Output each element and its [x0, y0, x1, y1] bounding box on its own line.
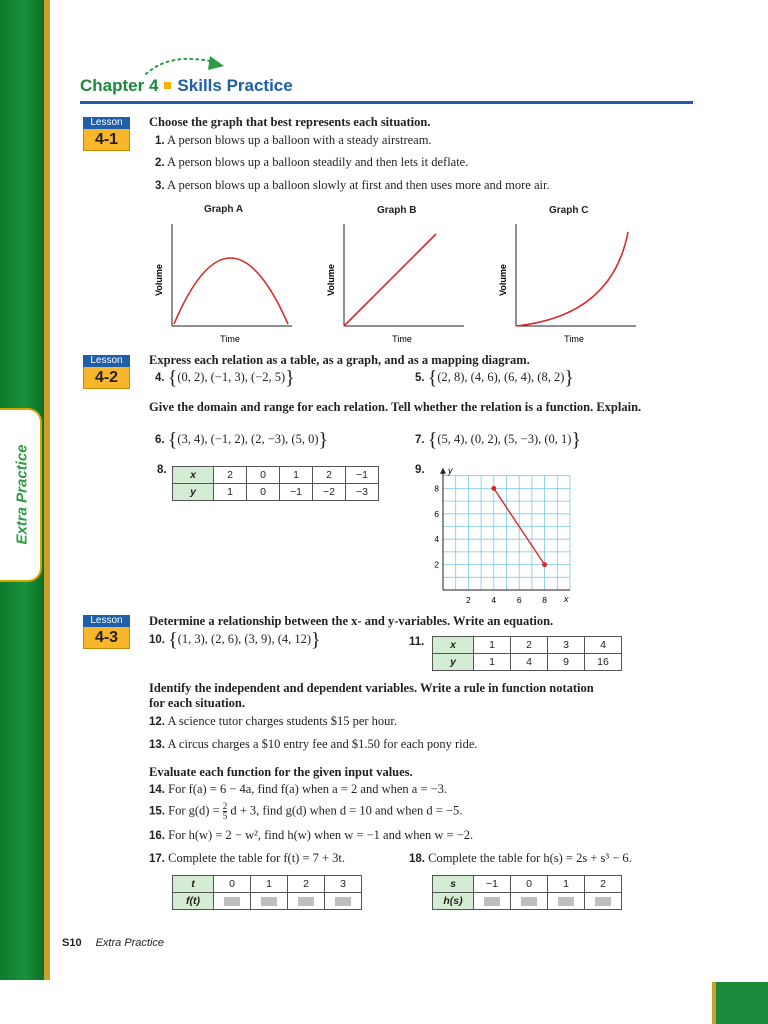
answer-blank	[261, 897, 277, 906]
footer-section: Extra Practice	[95, 937, 165, 949]
question-text: A person blows up a balloon slowly at first and then uses more and more air.	[167, 178, 550, 192]
grid	[443, 476, 570, 590]
table-row	[173, 484, 379, 501]
question-number: 7.	[415, 434, 425, 446]
question-13	[149, 737, 478, 752]
arrow-decoration-icon	[140, 52, 230, 78]
question-number: 9.	[415, 464, 425, 476]
table-cell: 16	[585, 654, 622, 671]
table-cell: 2	[214, 467, 247, 484]
table-q17	[172, 875, 362, 910]
lesson-label: Lesson	[83, 117, 130, 129]
table-cell: 1	[548, 876, 585, 893]
question-4: 4. {(0, 2), (−1, 3), (−2, 5)}	[155, 367, 295, 389]
graph-c-ylabel: Volume	[498, 264, 508, 296]
y-axis-arrow-icon	[440, 468, 446, 474]
table-q8	[172, 466, 379, 501]
graph-a	[150, 218, 300, 348]
question-number: 18.	[409, 853, 425, 865]
x-axis-label: x	[564, 594, 569, 604]
answer-cell[interactable]	[585, 893, 622, 910]
question-set: (2, 8), (4, 6), (6, 4), (8, 2)	[437, 370, 565, 384]
answer-cell[interactable]	[288, 893, 325, 910]
x-tick-label: 4	[491, 595, 497, 605]
question-16	[149, 828, 473, 843]
answer-blank	[484, 897, 500, 906]
question-set: (1, 3), (2, 6), (3, 9), (4, 12)	[177, 632, 312, 646]
question-text: Complete the table for h(s) = 2s + s³ − 6.	[428, 851, 632, 865]
question-text: A person blows up a balloon steadily and then lets it deflate.	[167, 155, 469, 169]
table-cell: −3	[346, 484, 379, 501]
question-number: 5.	[415, 372, 425, 384]
answer-cell[interactable]	[474, 893, 511, 910]
lesson-badge-4-3	[83, 615, 130, 649]
graph-c-title: Graph C	[549, 205, 589, 216]
graph-c-xlabel: Time	[564, 334, 584, 344]
table-row	[173, 893, 362, 910]
question-text: Complete the table for f(t) = 7 + 3t.	[168, 851, 346, 865]
question-text: A science tutor charges students $15 per hour.	[167, 714, 398, 728]
graph-b-title: Graph B	[377, 205, 417, 216]
table-header: y	[433, 654, 474, 671]
question-18	[409, 851, 632, 866]
answer-cell[interactable]	[214, 893, 251, 910]
question-number: 13.	[149, 739, 165, 751]
table-cell: 1	[474, 637, 511, 654]
lesson-label: Lesson	[83, 355, 130, 367]
table-cell: 1	[251, 876, 288, 893]
table-cell: 3	[548, 637, 585, 654]
x-tick-label: 6	[516, 595, 522, 605]
data-point	[542, 562, 547, 567]
question-text: A circus charges a $10 entry fee and $1.50 for each pony ride.	[167, 737, 478, 751]
answer-blank	[298, 897, 314, 906]
question-text: For f(a) = 6 − 4a, find f(a) when a = 2 and when a = −3.	[168, 782, 448, 796]
table-header: f(t)	[173, 893, 214, 910]
question-number: 14.	[149, 784, 165, 796]
table-cell: −1	[280, 484, 313, 501]
question-number: 17.	[149, 853, 165, 865]
answer-cell[interactable]	[548, 893, 585, 910]
question-number: 8.	[157, 464, 167, 476]
instruction-4-3-c: Evaluate each function for the given input values.	[149, 765, 413, 779]
question-text: d + 3, find g(d) when d = 10 and when d = −5.	[230, 803, 463, 818]
answer-blank	[521, 897, 537, 906]
table-cell: 2	[313, 467, 346, 484]
graph-a-ylabel: Volume	[154, 264, 164, 296]
question-10: 10. {(1, 3), (2, 6), (3, 9), (4, 12)}	[149, 629, 321, 651]
table-q18	[432, 875, 622, 910]
axes	[440, 466, 570, 604]
lesson-badge-4-2	[83, 355, 130, 389]
lesson-label: Lesson	[83, 615, 130, 627]
y-tick-label: 8	[434, 483, 439, 494]
question-9-number	[415, 462, 425, 477]
question-number: 16.	[149, 830, 165, 842]
table-cell: 1	[280, 467, 313, 484]
answer-blank	[224, 897, 240, 906]
question-set: (3, 4), (−1, 2), (2, −3), (5, 0)	[177, 432, 319, 446]
lesson-number: 4-1	[83, 129, 130, 151]
data-point	[491, 486, 496, 491]
table-header: y	[173, 484, 214, 501]
question-set: (0, 2), (−1, 3), (−2, 5)	[177, 370, 286, 384]
table-header: t	[173, 876, 214, 893]
page-title: Skills Practice	[177, 76, 293, 95]
table-row	[433, 876, 622, 893]
graph-b-line	[344, 234, 436, 326]
answer-cell[interactable]	[511, 893, 548, 910]
side-tab-label: Extra Practice	[13, 444, 31, 545]
table-header: x	[173, 467, 214, 484]
bottom-strip	[0, 980, 768, 1024]
question-5: 5. {(2, 8), (4, 6), (6, 4), (8, 2)}	[415, 367, 574, 389]
table-header: h(s)	[433, 893, 474, 910]
table-cell: 9	[548, 654, 585, 671]
y-tick-label: 6	[434, 508, 439, 519]
lesson-number: 4-3	[83, 627, 130, 649]
corner-block	[716, 982, 768, 1024]
table-cell: −2	[313, 484, 346, 501]
y-tick-label: 4	[434, 534, 439, 545]
question-12	[149, 714, 397, 729]
left-bar-edge	[44, 0, 50, 980]
table-row	[173, 467, 379, 484]
question-14	[149, 782, 447, 797]
question-number: 6.	[155, 434, 165, 446]
answer-cell[interactable]	[251, 893, 288, 910]
question-3	[155, 178, 550, 193]
question-17	[149, 851, 345, 866]
fraction	[223, 802, 228, 821]
square-bullet-icon	[164, 82, 171, 89]
answer-cell[interactable]	[325, 893, 362, 910]
table-header: s	[433, 876, 474, 893]
lesson-badge-4-1	[83, 117, 130, 151]
question-text: A person blows up a balloon with a steady airstream.	[167, 133, 432, 147]
answer-blank	[335, 897, 351, 906]
graph-a-title: Graph A	[204, 204, 244, 215]
table-header: x	[433, 637, 474, 654]
question-number: 12.	[149, 716, 165, 728]
question-text: For h(w) = 2 − w², find h(w) when w = −1 and when w = −2.	[168, 828, 474, 842]
graph-a-curve	[174, 258, 288, 324]
side-tab	[0, 408, 42, 582]
y-axis-label: y	[448, 465, 453, 476]
table-row	[173, 876, 362, 893]
header-rule	[80, 101, 693, 104]
table-cell: −1	[346, 467, 379, 484]
question-number: 3.	[155, 180, 165, 192]
instruction-4-2-b: Give the domain and range for each relation. Tell whether the relation is a function. Explain.	[149, 400, 642, 414]
fraction-denominator: 5	[222, 811, 228, 821]
answer-blank	[595, 897, 611, 906]
table-cell: −1	[474, 876, 511, 893]
table-cell: 2	[585, 876, 622, 893]
table-row	[433, 893, 622, 910]
graph-b-xlabel: Time	[392, 334, 412, 344]
chapter-heading	[80, 76, 293, 96]
table-row	[433, 654, 622, 671]
table-cell: 2	[511, 637, 548, 654]
graph-b	[322, 218, 472, 348]
graph-c	[494, 218, 644, 348]
question-8-number	[157, 462, 167, 477]
lesson-number: 4-2	[83, 367, 130, 389]
fraction-numerator: 2	[222, 801, 228, 811]
question-15	[149, 802, 462, 821]
graph-c-curve	[516, 232, 628, 326]
page-footer	[62, 937, 164, 949]
graph-a-xlabel: Time	[220, 334, 240, 344]
x-tick-label: 2	[466, 595, 471, 605]
table-cell: 4	[585, 637, 622, 654]
table-cell: 1	[474, 654, 511, 671]
question-number: 10.	[149, 634, 165, 646]
question-set: (5, 4), (0, 2), (5, −3), (0, 1)	[437, 432, 572, 446]
coordinate-graph	[425, 458, 585, 608]
question-number: 4.	[155, 372, 165, 384]
table-cell: 0	[511, 876, 548, 893]
question-6: 6. {(3, 4), (−1, 2), (2, −3), (5, 0)}	[155, 429, 329, 451]
answer-blank	[558, 897, 574, 906]
table-cell: 0	[247, 484, 280, 501]
question-2	[155, 155, 468, 170]
graph-b-ylabel: Volume	[326, 264, 336, 296]
question-11-number	[409, 634, 424, 649]
table-cell: 4	[511, 654, 548, 671]
table-cell: 0	[214, 876, 251, 893]
question-number: 11.	[409, 636, 425, 648]
question-1	[155, 133, 432, 148]
table-cell: 2	[288, 876, 325, 893]
question-number: 15.	[149, 805, 165, 818]
instruction-4-1: Choose the graph that best represents each situation.	[149, 115, 431, 129]
question-number: 2.	[155, 157, 165, 169]
table-cell: 3	[325, 876, 362, 893]
instruction-4-3-b: Identify the independent and dependent variables. Write a rule in function notation for each situation.	[149, 681, 594, 710]
x-tick-label: 8	[542, 595, 547, 605]
chapter-label: Chapter 4	[80, 76, 159, 95]
instruction-4-2-a: Express each relation as a table, as a graph, and as a mapping diagram.	[149, 353, 530, 367]
question-7: 7. {(5, 4), (0, 2), (5, −3), (0, 1)}	[415, 429, 582, 451]
table-cell: 0	[247, 467, 280, 484]
question-number: 1.	[155, 135, 165, 147]
table-q11	[432, 636, 622, 671]
table-cell: 1	[214, 484, 247, 501]
table-row	[433, 637, 622, 654]
instruction-4-3-a: Determine a relationship between the x- and y-variables. Write an equation.	[149, 614, 554, 628]
question-text: For g(d) =	[168, 803, 223, 818]
y-tick-label: 2	[434, 559, 439, 570]
page-number: S10	[62, 937, 82, 949]
